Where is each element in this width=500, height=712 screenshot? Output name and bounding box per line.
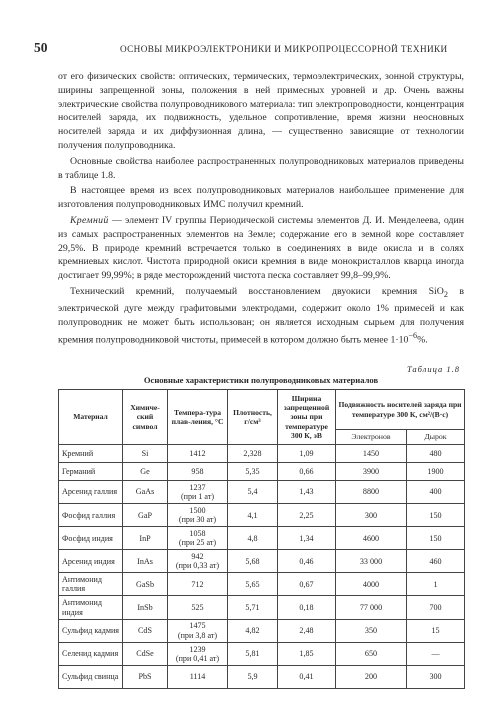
paragraph-silicon-definition: [58, 214, 464, 283]
melt-pressure-note: (при 1 ат): [180, 492, 215, 502]
cell-hole-mobility: 150: [407, 527, 465, 550]
cell-material: Арсенид галлия: [59, 481, 123, 504]
technical-silicon-text-a: Технический кремний, получаемый восстановлением двуокиси кремния SiO: [70, 285, 444, 297]
melt-pressure-note: (при 3,8 ат): [177, 630, 218, 640]
cell-melting-point: [168, 504, 228, 527]
cell-melting-point: [168, 463, 228, 481]
melt-value: 1114: [189, 672, 206, 682]
cell-hole-mobility: 460: [407, 550, 465, 573]
cell-bandgap: 1,85: [278, 642, 336, 665]
melt-pressure-note: (при 25 ат): [178, 538, 217, 548]
header-melting-point: Темпера-тура плав-ления, °С: [168, 390, 228, 445]
header-electrons: Электронов: [336, 430, 407, 445]
paragraph-technical-silicon: [58, 285, 464, 347]
cell-melting-point: [168, 642, 228, 665]
melt-value: 1412: [189, 448, 206, 458]
table-row: [59, 527, 465, 550]
melt-value: 1500: [189, 505, 206, 515]
technical-silicon-text-c: %.: [417, 334, 428, 346]
cell-bandgap: 1,09: [278, 445, 336, 463]
cell-bandgap: 0,41: [278, 665, 336, 688]
exponent-superscript: −6: [408, 331, 418, 341]
header-symbol: Химиче-ский символ: [123, 390, 168, 445]
cell-electron-mobility: 8800: [336, 481, 407, 504]
cell-bandgap: 0,46: [278, 550, 336, 573]
table-row: [59, 445, 465, 463]
cell-electron-mobility: 33 000: [336, 550, 407, 573]
melt-value: 1475: [189, 621, 206, 631]
cell-melting-point: [168, 619, 228, 642]
semiconductor-properties-table: [58, 389, 465, 689]
cell-density: 5,81: [228, 642, 278, 665]
cell-symbol: GaSb: [123, 573, 168, 596]
body-text: [58, 70, 464, 347]
cell-symbol: InAs: [123, 550, 168, 573]
cell-hole-mobility: 1: [407, 573, 465, 596]
cell-bandgap: 1,34: [278, 527, 336, 550]
header-holes: Дырок: [407, 430, 465, 445]
melt-value: 1237: [189, 482, 206, 492]
cell-hole-mobility: 300: [407, 665, 465, 688]
cell-bandgap: 2,25: [278, 504, 336, 527]
cell-material: Селенид кадмия: [59, 642, 123, 665]
melt-value: 942: [191, 552, 204, 562]
cell-symbol: InSb: [123, 596, 168, 619]
melt-value: 1239: [189, 644, 206, 654]
cell-bandgap: 1,43: [278, 481, 336, 504]
cell-material: Арсенид индия: [59, 550, 123, 573]
cell-electron-mobility: 4000: [336, 573, 407, 596]
cell-density: 5,68: [228, 550, 278, 573]
technical-silicon-text-b: в электрической дуге между графитовыми электродами, содержит около 1% примесей и как полупроводник не может быть использован; он является исходным сырьем для получения кремния полупроводниковой чистоты, примесей в котором должно быть менее 1·10: [58, 285, 465, 346]
cell-symbol: GaAs: [123, 481, 168, 504]
cell-melting-point: [168, 550, 228, 573]
cell-symbol: Si: [123, 445, 168, 463]
cell-material: Сульфид кадмия: [59, 619, 123, 642]
cell-hole-mobility: 1900: [407, 463, 465, 481]
cell-melting-point: [168, 481, 228, 504]
table-row: [59, 504, 465, 527]
paragraph-properties: от его физических свойств: оптических, термических, термоэлектрических, зонной структуры, ширины запрещенной зоны, положения в ней примесных уровней и др. Очень важны электрические свойства полупроводникового материала: тип электропроводности, концентрация носителей заряда, их подвижность, удельное сопротивление, время жизни неосновных носителей заряда и их диффузионная длина, — существенно зависящие от технологии получения полупроводника.: [58, 71, 464, 151]
table-row: [59, 463, 465, 481]
melt-pressure-note: (при 0,41 ат): [175, 653, 220, 663]
cell-hole-mobility: 480: [407, 445, 465, 463]
cell-density: 2,328: [228, 445, 278, 463]
cell-hole-mobility: —: [407, 642, 465, 665]
cell-symbol: GaP: [123, 504, 168, 527]
melt-value: 525: [191, 602, 204, 612]
cell-density: 5,4: [228, 481, 278, 504]
melt-value: 958: [191, 466, 204, 476]
melt-pressure-note: (при 30 ат): [178, 515, 217, 525]
cell-electron-mobility: 650: [336, 642, 407, 665]
table-row: [59, 481, 465, 504]
table-number: Таблица 1.8: [406, 364, 460, 374]
cell-symbol: Ge: [123, 463, 168, 481]
cell-hole-mobility: 700: [407, 596, 465, 619]
cell-material: Фосфид галлия: [59, 504, 123, 527]
cell-material: Фосфид индия: [59, 527, 123, 550]
table-row: [59, 573, 465, 596]
cell-melting-point: [168, 596, 228, 619]
cell-electron-mobility: 350: [336, 619, 407, 642]
page-header: [34, 40, 482, 56]
paragraph-table-reference: Основные свойства наиболее распространенных полупроводниковых материалов приведены в таблице 1.8.: [58, 155, 464, 181]
table-row: [59, 619, 465, 642]
cell-density: 5,71: [228, 596, 278, 619]
cell-electron-mobility: 77 000: [336, 596, 407, 619]
cell-symbol: PbS: [123, 665, 168, 688]
cell-material: Антимонид галлия: [59, 573, 123, 596]
header-material: Материал: [59, 390, 123, 445]
cell-melting-point: [168, 527, 228, 550]
cell-symbol: CdS: [123, 619, 168, 642]
sio2-subscript: 2: [443, 289, 448, 299]
cell-material: Сульфид свинца: [59, 665, 123, 688]
table-title: Основные характеристики полупроводниковых материалов: [143, 375, 379, 385]
cell-electron-mobility: 3900: [336, 463, 407, 481]
cell-hole-mobility: 15: [407, 619, 465, 642]
cell-density: 5,65: [228, 573, 278, 596]
header-mobility: Подвижность носителей заряда при температуре 300 К, см²/(В·с): [336, 390, 465, 430]
cell-electron-mobility: 200: [336, 665, 407, 688]
table-row: [59, 642, 465, 665]
cell-bandgap: 0,66: [278, 463, 336, 481]
cell-melting-point: [168, 573, 228, 596]
cell-hole-mobility: 150: [407, 504, 465, 527]
page-number: 50: [34, 40, 48, 55]
melt-pressure-note: (при 0,33 ат): [175, 561, 220, 571]
cell-symbol: CdSe: [123, 642, 168, 665]
cell-density: 4,82: [228, 619, 278, 642]
cell-bandgap: 0,18: [278, 596, 336, 619]
cell-density: 4,8: [228, 527, 278, 550]
cell-electron-mobility: 300: [336, 504, 407, 527]
cell-material: Кремний: [59, 445, 123, 463]
cell-hole-mobility: 400: [407, 481, 465, 504]
header-bandgap: Ширина запрещенной зоны при температуре 300 К, эВ: [278, 390, 336, 445]
table-row: [59, 596, 465, 619]
cell-bandgap: 2,48: [278, 619, 336, 642]
cell-material: Германий: [59, 463, 123, 481]
cell-melting-point: [168, 665, 228, 688]
cell-density: 4,1: [228, 504, 278, 527]
melt-value: 712: [191, 579, 204, 589]
cell-density: 5,9: [228, 665, 278, 688]
running-title: ОСНОВЫ МИКРОЭЛЕКТРОНИКИ И МИКРОПРОЦЕССОРНОЙ ТЕХНИКИ: [120, 44, 448, 54]
header-density: Плотность, г/см³: [228, 390, 278, 445]
cell-melting-point: [168, 445, 228, 463]
table-row: [59, 665, 465, 688]
silicon-definition-text: — элемент IV группы Периодической системы элементов Д. И. Менделеева, один из самых распространенных элементов на Земле; содержание его в земной коре составляет 29,5%. В природе кремний встречается только в соединениях в виде окисла и в солях кремниевых кислот. Чистота природной окиси кремния в виде монокристаллов кварца иногда достигает 99,99%; в ряде месторождений чистота песка составляет 99,8–99,9%.: [58, 214, 464, 282]
cell-density: 5,35: [228, 463, 278, 481]
term-silicon: Кремний: [70, 214, 109, 226]
cell-bandgap: 0,67: [278, 573, 336, 596]
cell-material: Антимонид индия: [59, 596, 123, 619]
paragraph-silicon-usage: В настоящее время из всех полупроводниковых материалов наибольшее применение для изготовления полупроводниковых ИМС получил кремний.: [58, 185, 464, 211]
table-row: [59, 550, 465, 573]
cell-symbol: InP: [123, 527, 168, 550]
cell-electron-mobility: 4600: [336, 527, 407, 550]
cell-electron-mobility: 1450: [336, 445, 407, 463]
melt-value: 1058: [189, 529, 206, 539]
